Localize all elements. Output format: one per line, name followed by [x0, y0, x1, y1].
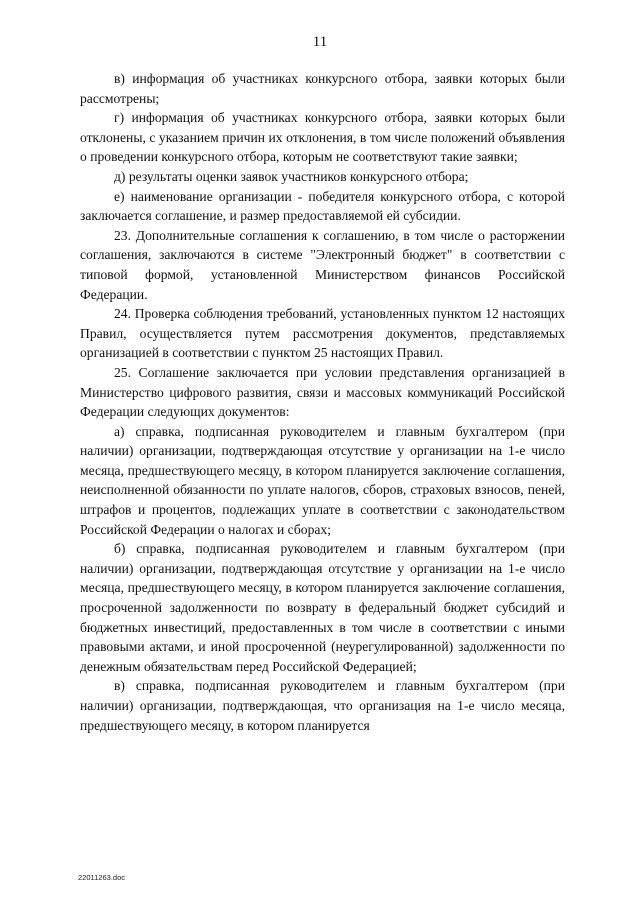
paragraph-clause-24: 24. Проверка соблюдения требований, установленных пунктом 12 настоящих Правил, осуществляется путем рассмотрения документов, представляемых организацией в соответствии с пунктом 25 настоящих Правил.: [80, 306, 565, 361]
document-body: [80, 69, 565, 735]
paragraph-item-b-certificate: б) справка, подписанная руководителем и главным бухгалтером (при наличии) организации, подтверждающая отсутствие у организации на 1-е число месяца, предшествующего месяцу, в котором планируется заключение соглашения, просроченной задолженности по возврату в федеральный бюджет субсидий и бюджетных инвестиций, предоставленных в том числе в соответствии с иными правовыми актами, и иной просроченной (неурегулированной) задолженности по денежным обязательствам перед Российской Федерацией;: [80, 541, 565, 674]
paragraph-clause-25: 25. Соглашение заключается при условии представления организацией в Министерство цифрового развития, связи и массовых коммуникаций Российской Федерации следующих документов:: [80, 364, 565, 420]
paragraph-clause-23: 23. Дополнительные соглашения к соглашению, в том числе о расторжении соглашения, заключаются в системе "Электронный бюджет" в соответствии с типовой формой, установленной Министерством финансов Российской Федерации.: [80, 227, 565, 302]
paragraph-item-g-rejected: г) информация об участниках конкурсного отбора, заявки которых были отклонены, с указанием причин их отклонения, в том числе положений объявления о проведении конкурсного отбора, которым не соответствуют такие заявки;: [80, 110, 565, 165]
paragraph-item-d-results: д) результаты оценки заявок участников конкурсного отбора;: [114, 168, 469, 184]
paragraph-item-a-certificate: а) справка, подписанная руководителем и главным бухгалтером (при наличии) организации, подтверждающая отсутствие у организации на 1-е число месяца, предшествующего месяцу, в котором планируется заключение соглашения, неисполненной обязанности по уплате налогов, сборов, страховых взносов, пеней, штрафов и процентов, подлежащих уплате в соответствии с законодательством Российской Федерации о налогах и сборах;: [80, 423, 565, 537]
paragraph-item-e-winner: е) наименование организации - победителя конкурсного отбора, с которой заключается соглашение, и размер предоставляемой ей субсидии.: [80, 188, 565, 224]
footer-file-name: 22011263.doc: [78, 873, 125, 882]
paragraph-item-v-certificate: в) справка, подписанная руководителем и главным бухгалтером (при наличии) организации, подтверждающая, что организация на 1-е число месяца, предшествующего месяцу, в котором планируется: [80, 678, 565, 733]
paragraph-item-v-reviewed: в) информация об участниках конкурсного отбора, заявки которых были рассмотрены;: [80, 71, 565, 106]
page-number: 11: [312, 34, 328, 50]
